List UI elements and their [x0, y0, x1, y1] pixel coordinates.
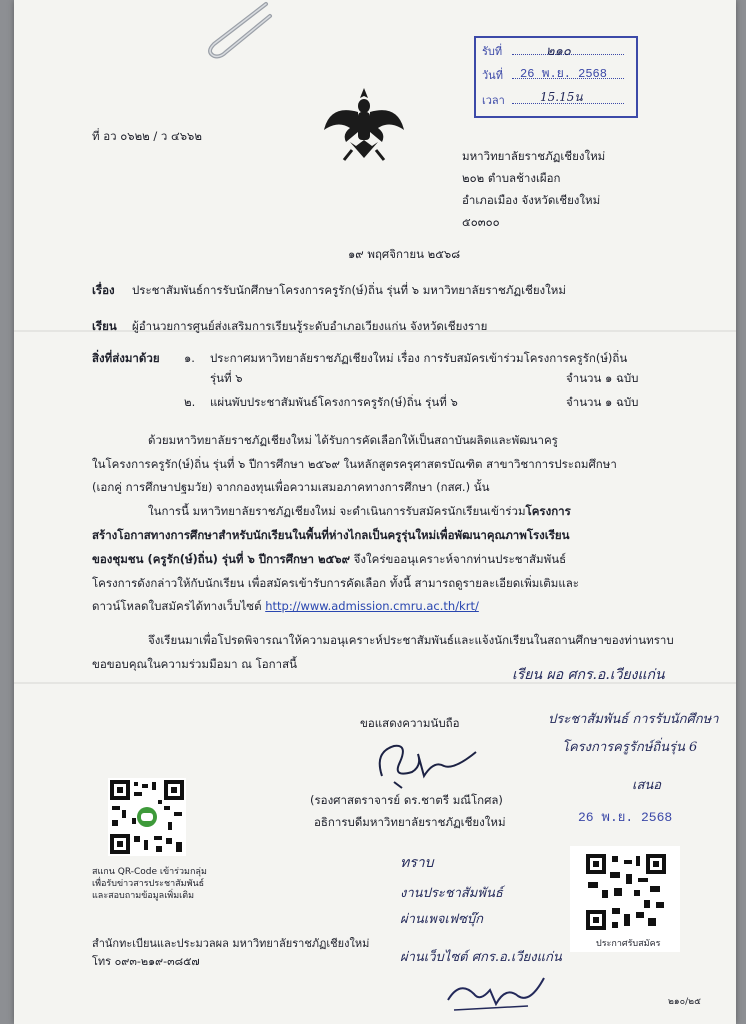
- handwritten-note: โครงการครูรักษ์ถิ่นรุ่น 6: [562, 740, 698, 755]
- address-line: อำเภอเมือง จังหวัดเชียงใหม่: [462, 193, 601, 207]
- para1-line: ในโครงการครูรัก(ษ์)ถิ่น รุ่นที่ ๖ ปีการศึกษา ๒๕๖๙ ในหลักสูตรครุศาสตรบัณฑิต สาขาวิชาการประถมศึกษา: [92, 457, 617, 471]
- para1-line: ด้วยมหาวิทยาลัยราชภัฏเชียงใหม่ ได้รับการคัดเลือกให้เป็นสถาบันผลิตและพัฒนาครู: [148, 433, 558, 447]
- handwritten-note: ผ่านเพจเฟซบุ๊ก: [400, 912, 484, 927]
- enclosures-label: สิ่งที่ส่งมาด้วย: [92, 351, 160, 365]
- enclosure-line: ประกาศมหาวิทยาลัยราชภัฏเชียงใหม่ เรื่อง การรับสมัครเข้าร่วมโครงการครูรัก(ษ์)ถิ่น: [210, 351, 628, 365]
- page-number: ๒๑๐/๒๕: [668, 997, 701, 1007]
- subject-label: เรื่อง: [92, 283, 115, 297]
- para2-line5: ดาวน์โหลดใบสมัครได้ทางเว็บไซต์ http://www.admission.cmru.ac.th/krt/: [92, 599, 479, 613]
- admission-link[interactable]: http://www.admission.cmru.ac.th/krt/: [265, 599, 479, 613]
- para3-line: ขอขอบคุณในความร่วมมือมา ณ โอกาสนี้: [92, 657, 297, 671]
- para3-line: จึงเรียนมาเพื่อโปรดพิจารณาให้ความอนุเคราะห์ประชาสัมพันธ์และแจ้งนักเรียนในสถานศึกษาของท่านทราบ: [148, 633, 674, 647]
- handwritten-note: งานประชาสัมพันธ์: [400, 886, 503, 901]
- sender-address: [462, 145, 605, 233]
- enclosure-num: ๑.: [184, 351, 195, 365]
- para2-line3: ของชุมชน (ครูรัก(ษ์)ถิ่น) รุ่นที่ ๖ ปีการศึกษา ๒๕๖๙ จึงใคร่ขออนุเคราะห์จากท่านประชาสัมพันธ์: [92, 552, 567, 566]
- stamp-no-value: ๒๑๐: [546, 44, 571, 59]
- qr-caption-line: และสอบถามข้อมูลเพิ่มเติม: [92, 891, 194, 901]
- handwritten-signature-icon: [440, 970, 550, 1016]
- address-line: ๒๐๒ ตำบลช้างเผือก: [462, 171, 561, 185]
- handwritten-note: ผ่านเว็บไซต์ ศกร.อ.เวียงแก่น: [400, 950, 562, 965]
- qr-caption-line: เพื่อรับข่าวสารประชาสัมพันธ์: [92, 879, 205, 889]
- line-group-qr-code[interactable]: [108, 778, 186, 856]
- received-date-stamp: 26 พ.ย. 2568: [578, 810, 673, 825]
- handwritten-note: เรียน ผอ ศกร.อ.เวียงแก่น: [512, 667, 665, 683]
- paperclip-icon: [204, 0, 274, 60]
- signer-name: (รองศาสตราจารย์ ดร.ชาตรี มณีโกศล): [310, 793, 503, 807]
- address-line: ๕๐๓๐๐: [462, 215, 500, 229]
- qr2-caption: ประกาศรับสมัคร: [596, 939, 661, 949]
- para2-line2: สร้างโอกาสทางการศึกษาสำหรับนักเรียนในพื้นที่ห่างไกลเป็นครูรุ่นใหม่เพื่อพัฒนาคุณภาพโรงเรียน: [92, 528, 570, 542]
- para2-line4: โครงการดังกล่าวให้กับนักเรียน เพื่อสมัครเข้ารับการคัดเลือก ทั้งนี้ สามารถดูรายละเอียดเพิ่มเติมและ: [92, 576, 579, 590]
- address-line: มหาวิทยาลัยราชภัฏเชียงใหม่: [462, 149, 606, 163]
- handwritten-note: เสนอ: [632, 778, 662, 793]
- handwritten-note: ทราบ: [400, 855, 434, 871]
- stamp-date-label: วันที่: [482, 69, 503, 82]
- closing-text: ขอแสดงความนับถือ: [360, 716, 460, 730]
- stamp-time-label: เวลา: [482, 94, 505, 107]
- enclosure-qty: จำนวน ๑ ฉบับ: [566, 371, 639, 385]
- office-name: สำนักทะเบียนและประมวลผล มหาวิทยาลัยราชภัฏเชียงใหม่: [92, 937, 370, 950]
- qr-caption: [92, 866, 207, 902]
- stamp-no-label: รับที่: [482, 45, 503, 58]
- receipt-stamp: [474, 36, 638, 118]
- application-qr-code[interactable]: [584, 852, 668, 932]
- handwritten-note: ประชาสัมพันธ์ การรับนักศึกษา: [548, 712, 719, 727]
- para1-line: (เอกคู่ การศึกษาปฐมวัย) จากกองทุนเพื่อความเสมอภาคทางการศึกษา (กสศ.) นั้น: [92, 480, 490, 494]
- qr-caption-line: สแกน QR-Code เข้าร่วมกลุ่ม: [92, 867, 207, 877]
- signature-icon: [364, 732, 484, 792]
- signer-title: อธิการบดีมหาวิทยาลัยราชภัฏเชียงใหม่: [314, 815, 506, 829]
- enclosure-num: ๒.: [184, 395, 196, 409]
- stamp-time-value: 15.15น: [540, 90, 583, 104]
- enclosure-qty: จำนวน ๑ ฉบับ: [566, 395, 639, 409]
- to-text: ผู้อำนวยการศูนย์ส่งเสริมการเรียนรู้ระดับอำเภอเวียงแก่น จังหวัดเชียงราย: [132, 319, 488, 333]
- subject-text: ประชาสัมพันธ์การรับนักศึกษาโครงการครูรัก(ษ์)ถิ่น รุ่นที่ ๖ มหาวิทยาลัยราชภัฏเชียงใหม่: [132, 283, 566, 297]
- to-label: เรียน: [92, 319, 117, 333]
- enclosure-line: แผ่นพับประชาสัมพันธ์โครงการครูรัก(ษ์)ถิ่น รุ่นที่ ๖: [210, 395, 458, 409]
- garuda-emblem-icon: [320, 84, 408, 164]
- stamp-date-value: 26 พ.ย. 2568: [520, 67, 607, 81]
- document-date: ๑๙ พฤศจิกายน ๒๕๖๘: [348, 247, 461, 261]
- office-phone: โทร ๐๙๓-๒๑๙-๓๘๕๗: [92, 955, 200, 968]
- para2-line1: ในการนี้ มหาวิทยาลัยราชภัฏเชียงใหม่ จะดำเนินการรับสมัครนักเรียนเข้าร่วมโครงการ: [148, 504, 571, 518]
- document-number: ที่ อว ๐๖๒๒ / ว ๔๖๖๒: [92, 129, 202, 143]
- enclosure-line: รุ่นที่ ๖: [210, 371, 243, 385]
